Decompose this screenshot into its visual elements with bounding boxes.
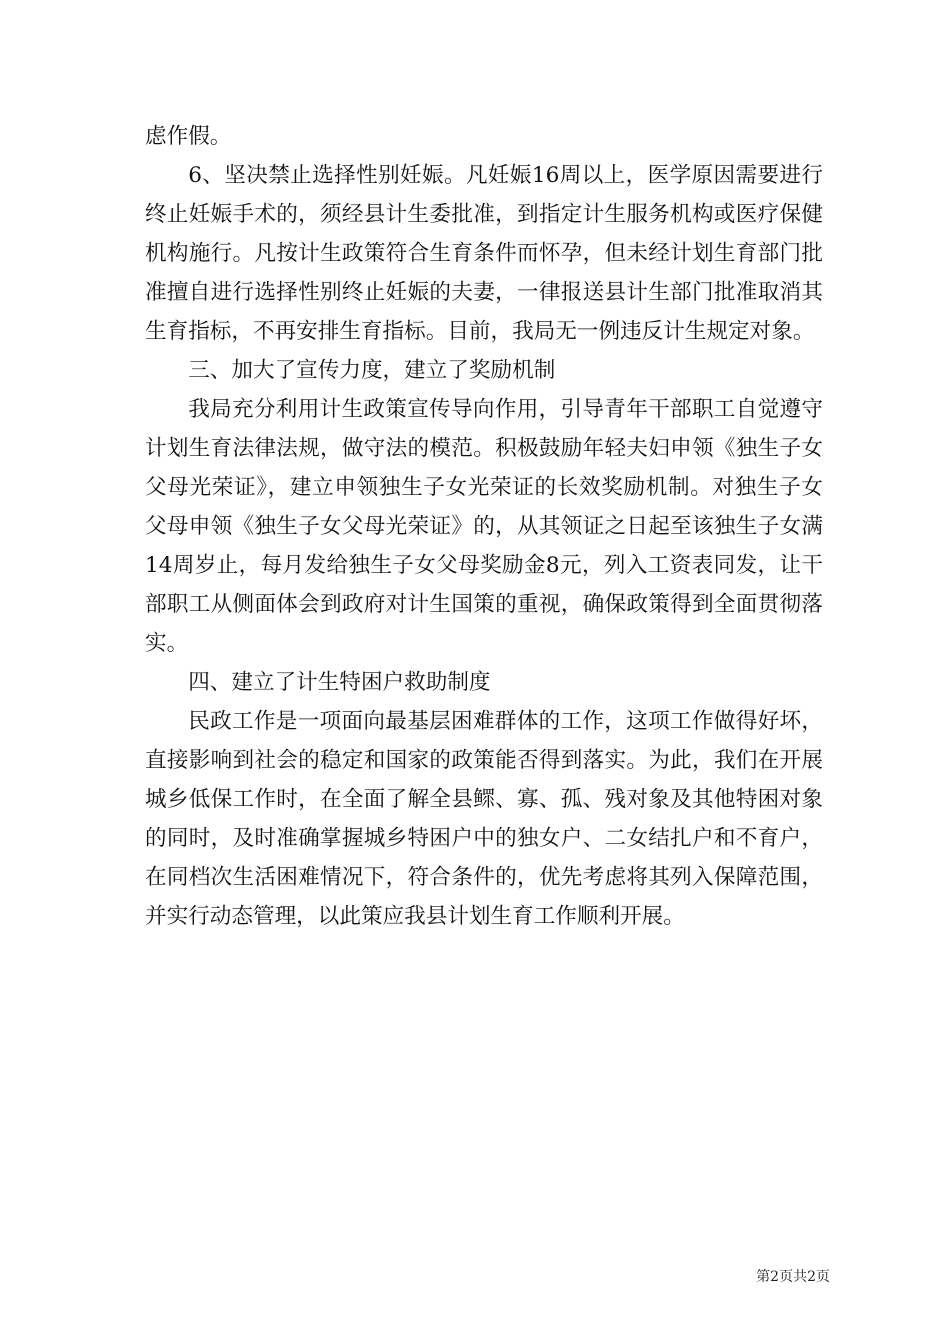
section-heading-3: 三、加大了宣传力度，建立了奖励机制 bbox=[188, 358, 556, 383]
paragraph-relief-system: 民政工作是一项面向最基层困难群体的工作，这项工作做得好坏，直接影响到社会的稳定和国家的政策能否得到落实。为此，我们在开展城乡低保工作时，在全面了解全县鳏、寡、孤、残对象及其他特困对象的同时，及时准确掌握城乡特困户中的独女户、二女结扎户和不育户，在同档次生活困难情况下，符合条件的，优先考虑将其列入保障范围，并实行动态管理，以此策应我县计划生育工作顺利开展。 bbox=[145, 709, 823, 929]
page-number-footer: 第2页共2页 bbox=[756, 1269, 830, 1285]
paragraph-reward-mechanism: 我局充分利用计生政策宣传导向作用，引导青年干部职工自觉遵守计划生育法律法规，做守法的模范。积极鼓励年轻夫妇申领《独生子女父母光荣证》，建立申领独生子女光荣证的长效奖励机制。对独生子女父母申领《独生子女父母光荣证》的，从其领证之日起至该独生子女满14周岁止，每月发给独生子女父母奖励金8元，列入工资表同发，让干部职工从侧面体会到政府对计生国策的重视，确保政策得到全面贯彻落实。 bbox=[145, 397, 823, 656]
paragraph-continuation: 虑作假。 bbox=[145, 124, 232, 149]
document-body bbox=[145, 117, 823, 936]
section-heading-4: 四、建立了计生特困户救助制度 bbox=[188, 670, 491, 695]
paragraph-item-6: 6、坚决禁止选择性别妊娠。凡妊娠16周以上，医学原因需要进行终止妊娠手术的，须经县计生委批准，到指定计生服务机构或医疗保健机构施行。凡按计生政策符合生育条件而怀孕，但未经计划生育部门批准擅自进行选择性别终止妊娠的夫妻，一律报送县计生部门批准取消其生育指标，不再安排生育指标。目前，我局无一例违反计生规定对象。 bbox=[145, 163, 823, 344]
